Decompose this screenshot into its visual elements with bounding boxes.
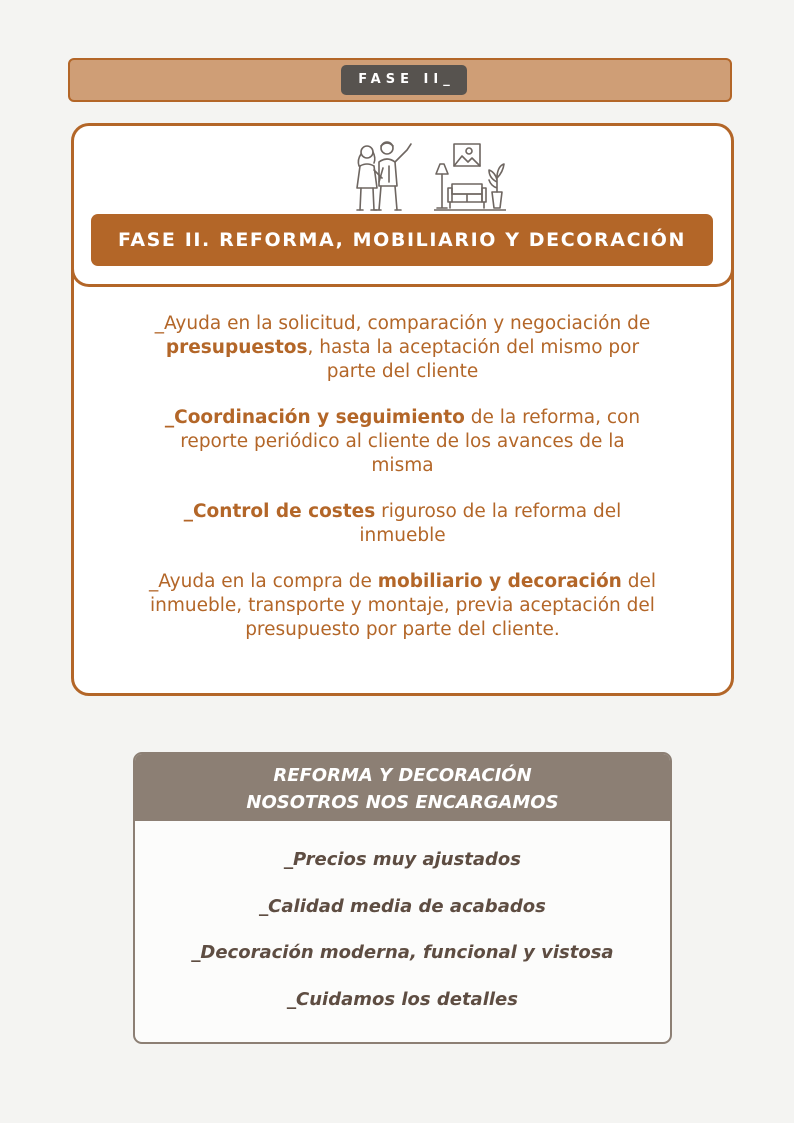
summary-item: _Calidad media de acabados xyxy=(259,895,546,917)
summary-box xyxy=(133,752,672,1044)
summary-item: _Precios muy ajustados xyxy=(283,849,522,870)
service-item xyxy=(104,500,701,548)
service-item-highlight: mobiliario y decoración xyxy=(377,571,622,592)
service-item xyxy=(104,406,701,478)
service-item-text: _Ayuda en la compra de xyxy=(149,571,378,592)
service-item-highlight: _Control de costes xyxy=(183,501,376,522)
couple-icon xyxy=(349,138,419,212)
service-item-highlight: _Coordinación y seguimiento xyxy=(164,407,465,428)
service-item-text: del xyxy=(621,571,656,592)
service-card xyxy=(71,123,734,696)
summary-item: _Cuidamos los detalles xyxy=(287,988,518,1010)
service-item-text: parte del cliente xyxy=(326,361,479,382)
service-item-text: riguroso de la reforma del xyxy=(375,501,622,522)
service-item-text: presupuesto por parte del cliente. xyxy=(245,619,560,640)
card-title: FASE II. REFORMA, MOBILIARIO Y DECORACIÓN xyxy=(91,214,713,266)
summary-header-line: REFORMA Y DECORACIÓN xyxy=(273,765,532,786)
phase-banner xyxy=(68,58,732,102)
summary-header-line: NOSOTROS NOS ENCARGAMOS xyxy=(246,792,559,813)
summary-list xyxy=(135,847,670,1033)
service-item-text: inmueble xyxy=(359,525,446,546)
service-list xyxy=(104,312,701,664)
service-item xyxy=(104,312,701,384)
service-item-text: inmueble, transporte y montaje, previa aceptación del xyxy=(150,595,655,616)
header-illustrations xyxy=(349,138,509,212)
summary-item: _Decoración moderna, funcional y vistosa xyxy=(191,942,614,963)
service-item-text: , hasta la aceptación del mismo por xyxy=(307,337,640,358)
service-item-text: misma xyxy=(371,455,434,476)
living-room-icon xyxy=(434,142,506,212)
summary-header xyxy=(135,754,670,821)
service-item xyxy=(104,570,701,642)
service-item-highlight: presupuestos xyxy=(165,337,308,358)
service-item-text: de la reforma, con xyxy=(464,407,641,428)
phase-label: FASE II_ xyxy=(341,65,467,95)
service-item-text: reporte periódico al cliente de los avances de la xyxy=(180,431,625,452)
service-item-text: _Ayuda en la solicitud, comparación y negociación de xyxy=(154,313,651,334)
